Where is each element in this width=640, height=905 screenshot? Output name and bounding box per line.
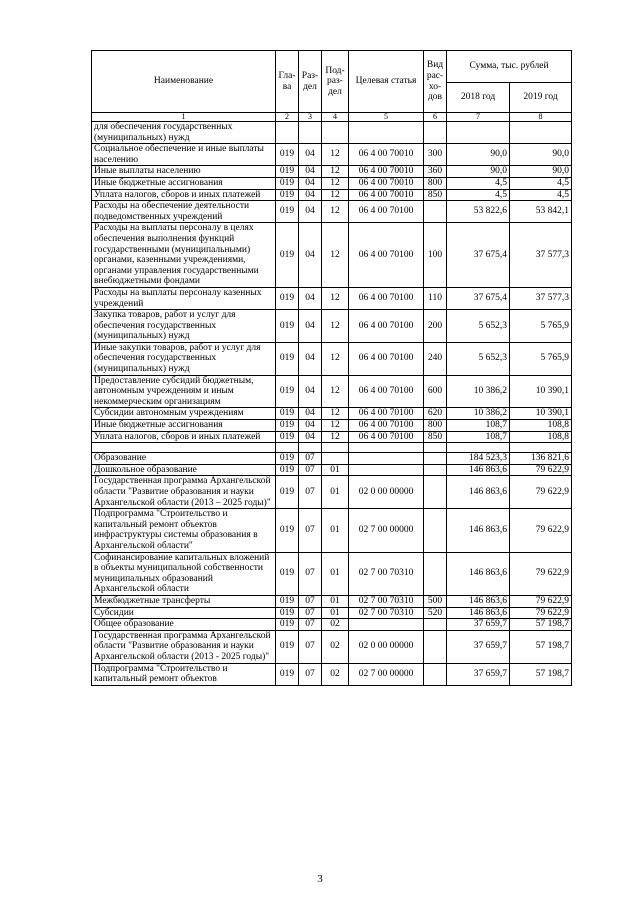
row-section: 04 (299, 177, 322, 189)
row-name: Иные бюджетные ассигнования (92, 420, 276, 432)
row-sum-2018: 5 652,3 (447, 342, 510, 375)
row-sum-2018: 4,5 (447, 189, 510, 201)
row-target: 06 4 00 70010 (349, 144, 424, 166)
row-target: 06 4 00 70100 (349, 287, 424, 309)
row-section (299, 122, 322, 144)
row-expense-type: 200 (424, 310, 447, 343)
row-subsection: 12 (322, 189, 349, 201)
row-section: 07 (299, 619, 322, 631)
page-number: 3 (317, 873, 323, 885)
table-row (92, 144, 572, 166)
row-sum-2019 (510, 443, 572, 453)
row-expense-type (424, 122, 447, 144)
row-sum-2019: 37 577,3 (510, 223, 572, 288)
row-subsection: 01 (322, 464, 349, 476)
row-expense-type: 240 (424, 342, 447, 375)
header-expense-type: Вид рас-хо-дов (424, 51, 447, 113)
row-target: 06 4 00 70010 (349, 166, 424, 178)
header-year-2018: 2018 год (447, 83, 510, 113)
table-row (92, 464, 572, 476)
row-name: Межбюджетные трансферты (92, 595, 276, 607)
row-expense-type: 600 (424, 375, 447, 408)
row-target: 06 4 00 70100 (349, 201, 424, 223)
row-sum-2018 (447, 122, 510, 144)
row-expense-type (424, 443, 447, 453)
row-expense-type (424, 552, 447, 595)
row-name: Расходы на выплаты персоналу казенных учреждений (92, 287, 276, 309)
row-sum-2019: 108,8 (510, 431, 572, 443)
row-sum-2019: 57 198,7 (510, 619, 572, 631)
table-row (92, 177, 572, 189)
row-expense-type: 110 (424, 287, 447, 309)
row-chapter: 019 (276, 431, 299, 443)
row-name: Государственная программа Архангельской области "Развитие образования и науки Архангельской области (2013 – 2025 годы)" (92, 476, 276, 509)
row-sum-2018: 184 523,3 (447, 453, 510, 465)
row-name: Уплата налогов, сборов и иных платежей (92, 431, 276, 443)
row-target: 06 4 00 70100 (349, 420, 424, 432)
row-sum-2018: 5 652,3 (447, 310, 510, 343)
row-expense-type: 360 (424, 166, 447, 178)
table-header (92, 51, 572, 122)
row-chapter: 019 (276, 201, 299, 223)
header-section: Раз-дел (299, 51, 322, 113)
row-subsection: 01 (322, 552, 349, 595)
row-section: 07 (299, 453, 322, 465)
row-chapter: 019 (276, 408, 299, 420)
row-section: 07 (299, 630, 322, 663)
row-section: 04 (299, 420, 322, 432)
row-subsection: 02 (322, 619, 349, 631)
row-sum-2018: 37 675,4 (447, 287, 510, 309)
row-section: 04 (299, 201, 322, 223)
row-sum-2019: 79 622,9 (510, 464, 572, 476)
table-row (92, 189, 572, 201)
column-index: 5 (349, 113, 424, 122)
row-name: Образование (92, 453, 276, 465)
row-name: Уплата налогов, сборов и иных платежей (92, 189, 276, 201)
row-subsection: 12 (322, 166, 349, 178)
row-expense-type (424, 476, 447, 509)
row-section: 04 (299, 166, 322, 178)
row-chapter: 019 (276, 223, 299, 288)
column-index: 3 (299, 113, 322, 122)
row-target: 06 4 00 70100 (349, 310, 424, 343)
row-expense-type (424, 630, 447, 663)
row-target (349, 619, 424, 631)
row-sum-2018: 37 659,7 (447, 630, 510, 663)
row-subsection: 12 (322, 310, 349, 343)
row-chapter: 019 (276, 144, 299, 166)
row-sum-2018: 108,7 (447, 431, 510, 443)
row-sum-2019: 53 842,1 (510, 201, 572, 223)
row-chapter: 019 (276, 375, 299, 408)
row-expense-type: 300 (424, 144, 447, 166)
row-subsection: 01 (322, 476, 349, 509)
row-name: Закупка товаров, работ и услуг для обеспечения государственных (муниципальных) нужд (92, 310, 276, 343)
row-target: 02 7 00 00000 (349, 509, 424, 552)
row-chapter: 019 (276, 595, 299, 607)
row-name: Иные закупки товаров, работ и услуг для обеспечения государственных (муниципальных) нужд (92, 342, 276, 375)
row-subsection: 12 (322, 375, 349, 408)
column-index-row (92, 113, 572, 122)
row-expense-type: 800 (424, 177, 447, 189)
row-expense-type: 850 (424, 189, 447, 201)
header-sum: Сумма, тыс. рублей (447, 51, 572, 83)
row-section: 07 (299, 663, 322, 685)
header-target: Целевая статья (349, 51, 424, 113)
row-sum-2019: 57 198,7 (510, 663, 572, 685)
column-index: 7 (447, 113, 510, 122)
table-row (92, 509, 572, 552)
row-chapter: 019 (276, 420, 299, 432)
row-target: 06 4 00 70010 (349, 189, 424, 201)
row-sum-2018 (447, 443, 510, 453)
row-subsection: 12 (322, 177, 349, 189)
row-chapter: 019 (276, 509, 299, 552)
row-sum-2019: 5 765,9 (510, 310, 572, 343)
row-target: 02 7 00 70310 (349, 607, 424, 619)
row-subsection: 01 (322, 509, 349, 552)
table-row (92, 166, 572, 178)
row-sum-2019: 136 821,6 (510, 453, 572, 465)
column-index: 1 (92, 113, 276, 122)
row-section: 07 (299, 509, 322, 552)
row-chapter: 019 (276, 189, 299, 201)
row-name: Субсидии (92, 607, 276, 619)
row-subsection: 12 (322, 431, 349, 443)
row-name: Иные выплаты населению (92, 166, 276, 178)
row-name (92, 443, 276, 453)
row-subsection (322, 122, 349, 144)
table-row (92, 663, 572, 685)
row-sum-2018: 146 863,6 (447, 607, 510, 619)
table-row (92, 287, 572, 309)
row-sum-2018: 10 386,2 (447, 375, 510, 408)
row-sum-2019: 4,5 (510, 177, 572, 189)
row-name: Расходы на обеспечение деятельности подведомственных учреждений (92, 201, 276, 223)
row-section: 04 (299, 189, 322, 201)
row-section: 07 (299, 476, 322, 509)
row-section: 04 (299, 431, 322, 443)
table-row (92, 552, 572, 595)
row-sum-2018: 10 386,2 (447, 408, 510, 420)
row-sum-2019: 57 198,7 (510, 630, 572, 663)
row-subsection: 12 (322, 201, 349, 223)
row-section: 04 (299, 223, 322, 288)
column-index: 2 (276, 113, 299, 122)
row-chapter (276, 443, 299, 453)
row-target: 06 4 00 70010 (349, 177, 424, 189)
row-chapter: 019 (276, 166, 299, 178)
table-row (92, 420, 572, 432)
row-subsection: 12 (322, 420, 349, 432)
row-target: 06 4 00 70100 (349, 408, 424, 420)
row-sum-2019: 5 765,9 (510, 342, 572, 375)
row-sum-2019: 79 622,9 (510, 509, 572, 552)
row-section: 04 (299, 342, 322, 375)
row-section: 07 (299, 552, 322, 595)
row-sum-2018: 108,7 (447, 420, 510, 432)
row-name: Общее образование (92, 619, 276, 631)
row-sum-2018: 146 863,6 (447, 464, 510, 476)
row-subsection: 12 (322, 223, 349, 288)
row-sum-2019 (510, 122, 572, 144)
row-target: 02 7 00 00000 (349, 663, 424, 685)
row-chapter: 019 (276, 342, 299, 375)
row-name: Предоставление субсидий бюджетным, автономным учреждениям и иным некоммерческим организациям (92, 375, 276, 408)
column-index: 8 (510, 113, 572, 122)
row-sum-2018: 37 659,7 (447, 663, 510, 685)
row-chapter (276, 122, 299, 144)
table-row (92, 122, 572, 144)
row-name: Подпрограмма "Строительство и капитальный ремонт объектов (92, 663, 276, 685)
row-sum-2018: 146 863,6 (447, 595, 510, 607)
row-target: 06 4 00 70100 (349, 223, 424, 288)
row-target (349, 443, 424, 453)
table-row (92, 201, 572, 223)
row-chapter: 019 (276, 177, 299, 189)
row-expense-type (424, 453, 447, 465)
row-subsection (322, 453, 349, 465)
row-section (299, 443, 322, 453)
row-name: Социальное обеспечение и иные выплаты населению (92, 144, 276, 166)
header-name: Наименование (92, 51, 276, 113)
row-subsection (322, 443, 349, 453)
spacer-row (92, 443, 572, 453)
row-sum-2019: 37 577,3 (510, 287, 572, 309)
header-year-2019: 2019 год (510, 83, 572, 113)
row-expense-type: 850 (424, 431, 447, 443)
table-row (92, 476, 572, 509)
row-sum-2019: 90,0 (510, 166, 572, 178)
row-name: Подпрограмма "Строительство и капитальный ремонт объектов инфраструктуры системы образования в Архангельской области" (92, 509, 276, 552)
table-row (92, 619, 572, 631)
row-sum-2019: 79 622,9 (510, 607, 572, 619)
row-section: 04 (299, 287, 322, 309)
table-row (92, 607, 572, 619)
row-sum-2019: 79 622,9 (510, 552, 572, 595)
table-row (92, 431, 572, 443)
row-subsection: 01 (322, 595, 349, 607)
row-subsection: 02 (322, 630, 349, 663)
table-row (92, 223, 572, 288)
row-sum-2018: 146 863,6 (447, 509, 510, 552)
table-row (92, 375, 572, 408)
row-expense-type: 100 (424, 223, 447, 288)
row-expense-type: 500 (424, 595, 447, 607)
row-sum-2018: 146 863,6 (447, 552, 510, 595)
row-section: 04 (299, 310, 322, 343)
table-body (92, 122, 572, 686)
row-section: 07 (299, 464, 322, 476)
row-section: 04 (299, 408, 322, 420)
row-sum-2019: 79 622,9 (510, 476, 572, 509)
row-sum-2018: 90,0 (447, 166, 510, 178)
row-section: 07 (299, 607, 322, 619)
table-row (92, 310, 572, 343)
row-sum-2019: 10 390,1 (510, 375, 572, 408)
column-index: 6 (424, 113, 447, 122)
row-name: Иные бюджетные ассигнования (92, 177, 276, 189)
row-name: Государственная программа Архангельской области "Развитие образования и науки Архангельской области (2013 - 2025 годы)" (92, 630, 276, 663)
row-subsection: 02 (322, 663, 349, 685)
row-expense-type: 800 (424, 420, 447, 432)
row-target (349, 453, 424, 465)
row-sum-2019: 108,8 (510, 420, 572, 432)
row-expense-type (424, 464, 447, 476)
row-subsection: 12 (322, 287, 349, 309)
row-sum-2018: 53 822,6 (447, 201, 510, 223)
row-chapter: 019 (276, 663, 299, 685)
row-sum-2018: 90,0 (447, 144, 510, 166)
row-target: 06 4 00 70100 (349, 431, 424, 443)
table-row (92, 630, 572, 663)
row-sum-2019: 10 390,1 (510, 408, 572, 420)
header-chapter: Гла-ва (276, 51, 299, 113)
table-row (92, 342, 572, 375)
row-target: 02 0 00 00000 (349, 476, 424, 509)
row-target: 06 4 00 70100 (349, 375, 424, 408)
row-name: Дошкольное образование (92, 464, 276, 476)
row-subsection: 12 (322, 144, 349, 166)
row-sum-2019: 4,5 (510, 189, 572, 201)
table-row (92, 453, 572, 465)
row-chapter: 019 (276, 607, 299, 619)
row-chapter: 019 (276, 453, 299, 465)
row-expense-type: 520 (424, 607, 447, 619)
budget-table (91, 50, 572, 686)
row-section: 04 (299, 375, 322, 408)
row-sum-2019: 90,0 (510, 144, 572, 166)
row-expense-type (424, 663, 447, 685)
row-chapter: 019 (276, 287, 299, 309)
row-subsection: 12 (322, 342, 349, 375)
table-row (92, 595, 572, 607)
row-sum-2018: 4,5 (447, 177, 510, 189)
row-subsection: 01 (322, 607, 349, 619)
row-target: 02 0 00 00000 (349, 630, 424, 663)
row-chapter: 019 (276, 552, 299, 595)
row-chapter: 019 (276, 630, 299, 663)
column-index: 4 (322, 113, 349, 122)
row-sum-2019: 79 622,9 (510, 595, 572, 607)
row-target: 02 7 00 70310 (349, 552, 424, 595)
header-subsection: Под-раз-дел (322, 51, 349, 113)
row-chapter: 019 (276, 619, 299, 631)
row-sum-2018: 37 675,4 (447, 223, 510, 288)
row-name: для обеспечения государственных (муниципальных) нужд (92, 122, 276, 144)
row-expense-type (424, 509, 447, 552)
row-target (349, 464, 424, 476)
row-chapter: 019 (276, 310, 299, 343)
row-name: Софинансирование капитальных вложений в объекты муниципальной собственности муниципальных образований Архангельской области (92, 552, 276, 595)
row-subsection: 12 (322, 408, 349, 420)
row-target: 06 4 00 70100 (349, 342, 424, 375)
row-chapter: 019 (276, 476, 299, 509)
row-chapter: 019 (276, 464, 299, 476)
row-target: 02 7 00 70310 (349, 595, 424, 607)
table-row (92, 408, 572, 420)
row-section: 07 (299, 595, 322, 607)
row-name: Субсидии автономным учреждениям (92, 408, 276, 420)
row-name: Расходы на выплаты персоналу в целях обеспечения выполнения функций государственными (муниципальными) органами, казенными учреждениями, органами управления государственными внебюджетными фондами (92, 223, 276, 288)
row-section: 04 (299, 144, 322, 166)
row-expense-type (424, 619, 447, 631)
row-expense-type: 620 (424, 408, 447, 420)
row-sum-2018: 37 659,7 (447, 619, 510, 631)
row-sum-2018: 146 863,6 (447, 476, 510, 509)
row-expense-type (424, 201, 447, 223)
row-target (349, 122, 424, 144)
